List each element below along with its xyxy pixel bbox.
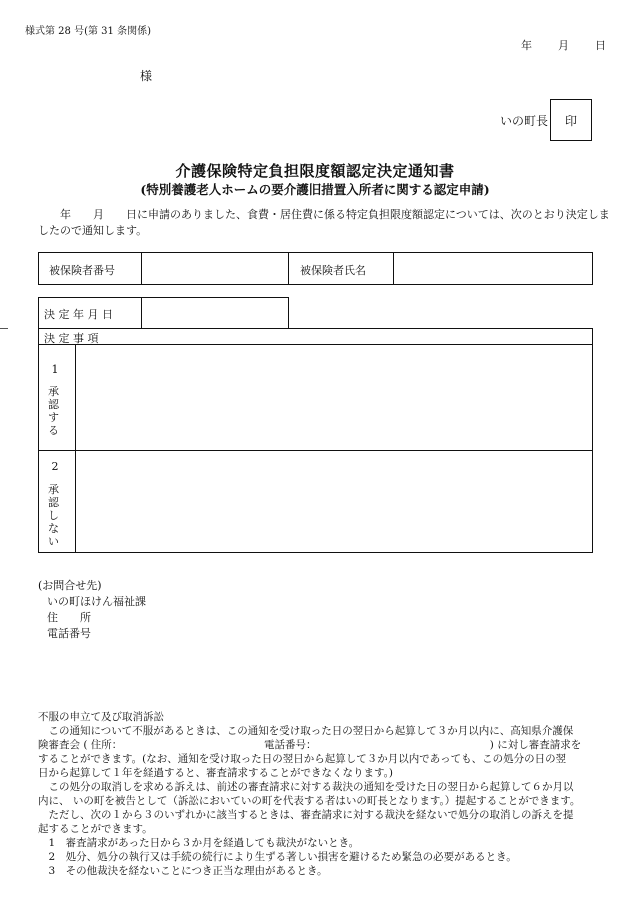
sender-name: いの町長 (500, 114, 549, 128)
appeal-line: 日から起算して１年を経過すると、審査請求することができなくなります。) (38, 767, 394, 779)
addressee-suffix: 様 (140, 69, 153, 83)
margin-mark (0, 328, 8, 329)
appeal-heading: 不服の申立て及び取消訴訟 (38, 711, 164, 723)
appeal-line: 起することができます。 (38, 823, 153, 835)
date-year: 年 (521, 39, 532, 52)
appeal-line: ただし、次の１から３のいずれかに該当するときは、審査請求に対する裁決を経ないで処分の取消しの訴えを提 (38, 809, 574, 821)
appeal-item: 2 処分、処分の執行又は手続の続行により生ずる著しい損害を避けるため緊急の必要があるとき。 (38, 851, 517, 863)
seal-label: 印 (564, 113, 577, 128)
contact-department: いの町ほけん福祉課 (47, 595, 146, 608)
reject-number: 2 (51, 460, 59, 473)
appeal-line: この処分の取消しを求める訴えは、前述の審査請求に対する裁決の通知を受けた日の翌日から起算して６か月以 (38, 781, 574, 793)
appeal-line: することができます。(なお、通知を受け取った日の翌日から起算して３か月以内であっても、この処分の日の翌 (38, 753, 567, 765)
form-number: 様式第 28 号(第 31 条関係) (25, 26, 151, 37)
date-month: 月 (558, 39, 569, 52)
appeal-item: 1 審査請求があった日から３か月を経過しても裁決がないとき。 (38, 837, 360, 849)
divider (38, 450, 593, 451)
divider (393, 252, 394, 285)
insured-number-label: 被保険者番号 (49, 264, 115, 277)
appeal-item: 3 その他裁決を経ないことにつき正当な理由があるとき。 (38, 865, 328, 877)
date-day: 日 (595, 39, 606, 52)
approve-number: 1 (51, 363, 59, 376)
decision-items-label: 決 定 事 項 (44, 332, 99, 345)
issue-date (521, 37, 606, 53)
appeal-line: この通知について不服があるときは、この通知を受け取った日の翌日から起算して３か月以内に、高知県介護保 (38, 725, 574, 737)
appeal-line: 内に、 いの町を被告として（訴訟においていの町を代表する者はいの町長となります。）提起することができます。 (38, 795, 581, 807)
approve-text: 承 認 す る (48, 385, 59, 437)
decision-date-label: 決 定 年 月 日 (44, 308, 113, 321)
intro-text: 年 月 日に申請のありました、食費・居住費に係る特定負担限度額認定については、次のとおり決定しましたので通知します。 (38, 208, 610, 237)
divider (141, 297, 142, 329)
reject-text: 承 認 し な い (48, 483, 59, 548)
decision-items-table (38, 328, 593, 553)
contact-phone-label: 電話番号 (47, 627, 91, 640)
seal-box (550, 99, 592, 141)
divider (141, 252, 142, 285)
insured-name-label: 被保険者氏名 (300, 264, 366, 277)
document-subtitle: (特別養護老人ホームの要介護旧措置入所者に関する認定申請) (140, 182, 490, 197)
contact-heading: (お問合せ先) (38, 579, 102, 592)
appeal-line: 険審査会 ( 住所： 電話番号： ) に対し審査請求を (38, 739, 582, 751)
divider (75, 344, 76, 553)
contact-address-label: 住 所 (47, 611, 91, 624)
document-title: 介護保険特定負担限度額認定決定通知書 (175, 162, 455, 180)
divider (288, 252, 289, 285)
divider (38, 344, 593, 345)
